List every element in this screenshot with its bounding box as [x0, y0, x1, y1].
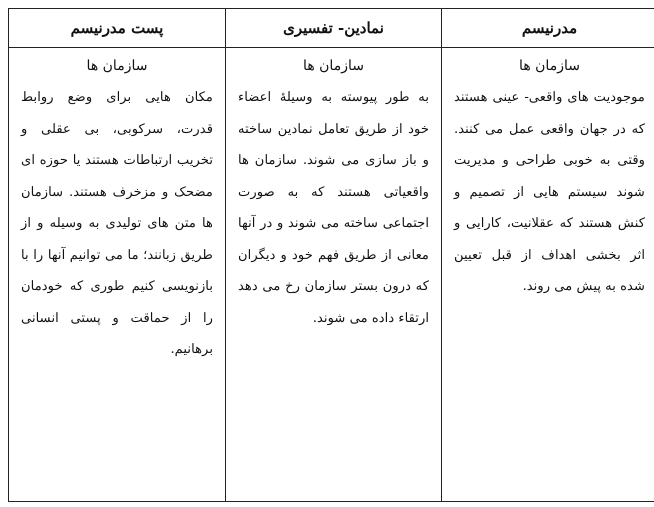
cell-postmodernism [9, 48, 226, 502]
header-interpretive: نمادین- تفسیری [226, 9, 442, 48]
cell-text-interpretive: به طور پیوسته به وسیلهٔ اعضاء خود از طریق تعامل نمادین ساخته و باز سازی می شوند. سازمان ها واقعیاتی هستند که به صورت اجتماعی ساخته می شوند و در آنها معانی از طریق فهم خود و دیگران که درون بستر سازمان رخ می دهد ارتقاء داده می شوند. [238, 90, 429, 326]
header-modernism: مدرنیسم [442, 9, 654, 48]
cell-subheading-modernism: سازمان ها [519, 58, 580, 74]
comparison-table [8, 8, 654, 502]
cell-subheading-interpretive: سازمان ها [303, 58, 364, 74]
table-header-row [9, 9, 654, 48]
cell-text-modernism: موجودیت های واقعی- عینی هستند که در جهان واقعی عمل می کنند. وقتی به خوبی طراحی و مدیریت شوند سیستم هایی از تصمیم و کنش هستند که عقلانیت، کارایی و اثر بخشی اهداف از قبل تعیین شده به پیش می روند. [454, 90, 645, 294]
cell-text-postmodernism: مکان هایی برای وضع روابط قدرت، سرکوبی، بی عقلی و تخریب ارتباطات هستند یا حوزه ای مضحک و مزخرف هستند. سازمان ها متن های تولیدی به وسیله و از طریق زبانند؛ ما می توانیم آنها را با بازنویسی کنیم طوری که خودمان را از حماقت و پستی انسانی برهانیم. [21, 90, 213, 357]
comparison-table-container [8, 8, 648, 502]
cell-interpretive [226, 48, 442, 502]
header-postmodernism: پست مدرنیسم [9, 9, 226, 48]
cell-subheading-postmodernism: سازمان ها [86, 58, 148, 74]
table-row [9, 48, 654, 502]
cell-modernism [442, 48, 654, 502]
